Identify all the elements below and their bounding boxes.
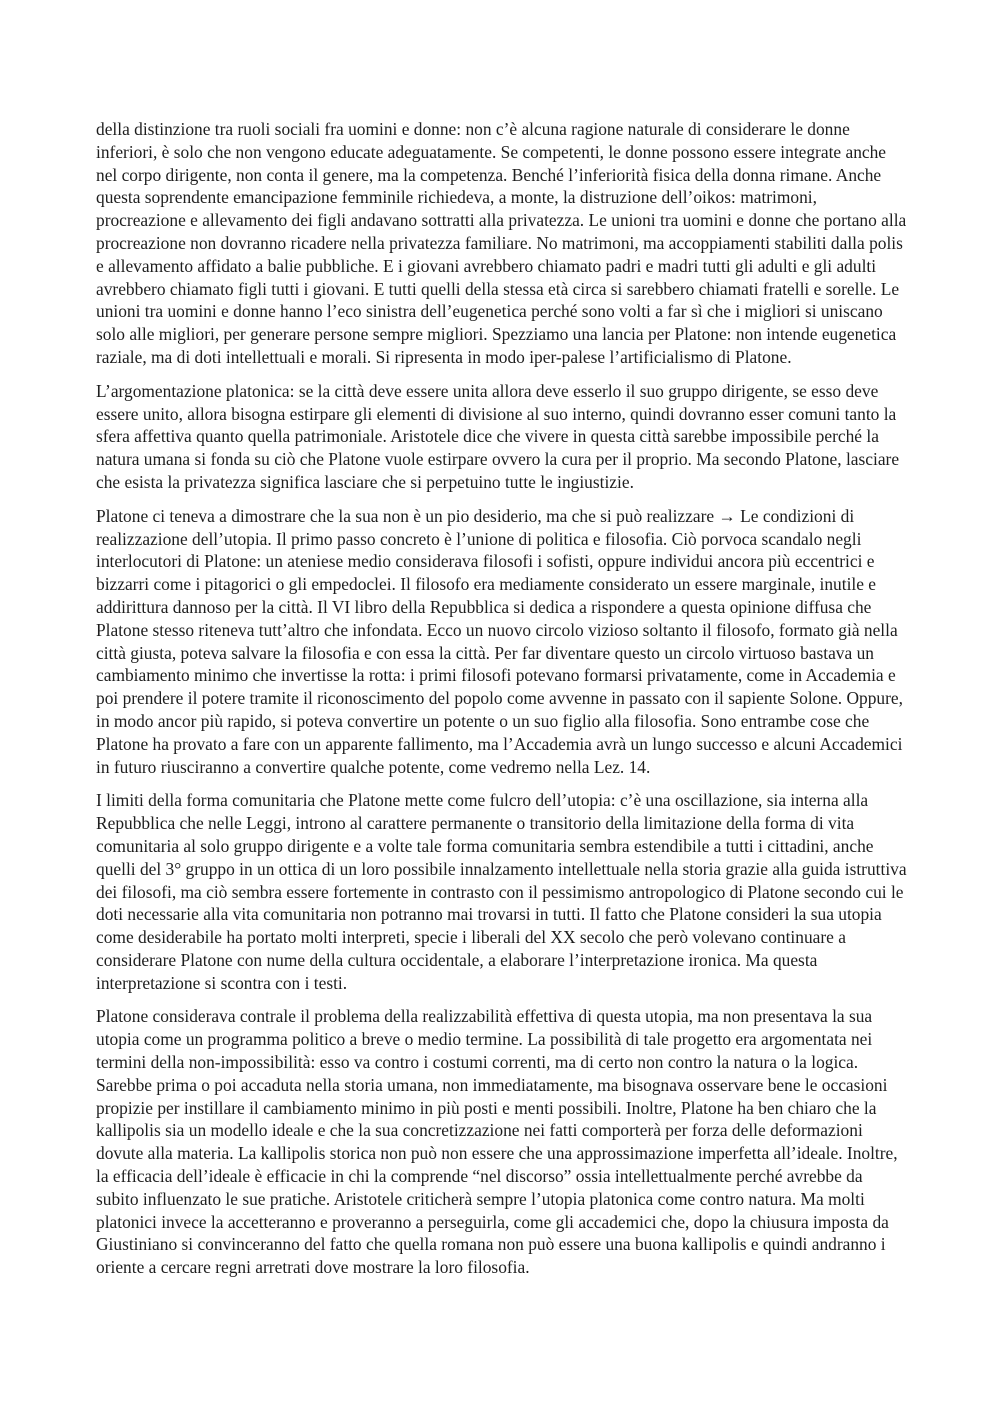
paragraph-utopia-conditions: Platone ci teneva a dimostrare che la sua non è un pio desiderio, ma che si può realizzare → Le condizioni di realizzazione dell’utopia. Il primo passo concreto è l’unione di politica e filosofia. Ciò porvoca scandalo negli interlocutori di Platone: un ateniese medio considerava filosofi i sofisti, oppure individui ancora più eccentrici e bizzarri come i pitagorici o gli empedoclei. Il filosofo era mediamente considerato un essere marginale, inutile e addirittura dannoso per la città. Il VI libro della Repubblica si dedica a rispondere a questa opinione diffusa che Platone stesso riteneva tutt’altro che infondata. Ecco un nuovo circolo vizioso soltanto il filosofo, formato già nella città giusta, poteva salvare la filosofia e con essa la città. Per far diventare questo un circolo virtuoso bastava un cambiamento minimo che invertisse la rotta: i primi filosofi potevano formarsi privatamente, come in Accademia e poi prendere il potere tramite il riconoscimento del popolo come avvenne in passato con il sapiente Solone. Oppure, in modo ancor più rapido, si poteva convertire un potente o un suo figlio alla filosofia. Sono entrambe cose che Platone ha provato a fare con un apparente fallimento, ma l’Accademia avrà un lungo successo e alcuni Accademici in futuro riusciranno a convertire qualche potente, come vedremo nella Lez. 14. <box>96 505 903 777</box>
document-page <box>96 118 908 1290</box>
paragraph-gender-roles: della distinzione tra ruoli sociali fra uomini e donne: non c’è alcuna ragione naturale di considerare le donne inferiori, è solo che non vengono educate adeguatamente. Se competenti, le donne possono essere integrate anche nel corpo dirigente, non conta il genere, ma la competenza. Benché l’inferiorità fisica della donna rimane. Anche questa soprendente emancipazione femminile richiedeva, a monte, la distruzione dell’oikos: matrimoni, procreazione e allevamento dei figli andavano sottratti alla privatezza. Le unioni tra uomini e donne che portano alla procreazione non dovranno ricadere nella privatezza familiare. No matrimoni, ma accoppiamenti stabiliti dalla polis e allevamento affidato a balie pubbliche. E i giovani avrebbero chiamato padri e madri tutti gli adulti e gli adulti avrebbero chiamato figli tutti i giovani. E tutti quelli della stessa età circa si sarebbero chiamati fratelli e sorelle. Le unioni tra uomini e donne hanno l’eco sinistra dell’eugenetica perché sono volti a far sì che i migliori si uniscano solo alle migliori, per generare persone sempre migliori. Spezziamo una lancia per Platone: non intende eugenetica raziale, ma di doti intellettuali e morali. Si ripresenta in modo iper-palese l’artificialismo di Platone. <box>96 119 907 367</box>
paragraph-realizability: Platone considerava contrale il problema della realizzabilità effettiva di questa utopia, ma non presentava la sua utopia come un programma politico a breve o medio termine. La possibilità di tale progetto era argomentata nei termini della non-impossibilità: esso va contro i costumi correnti, ma di certo non contro la natura o la logica. Sarebbe prima o poi accaduta nella storia umana, non immediatamente, ma bisognava osservare bene le occasioni propizie per instillare il cambiamento minimo in più posti e menti possibili. Inoltre, Platone ha ben chiaro che la kallipolis sia un modello ideale e che la sua concretizzazione nei fatti comporterà per forza delle deformazioni dovute alla materia. La kallipolis storica non può non essere che una approssimazione imperfetta all’ideale. Inoltre, la efficacia dell’ideale è efficacie in chi la comprende “nel discorso” ossia intellettualmente perché avrebbe da subito influenzato le sue pratiche. Aristotele criticherà sempre l’utopia platonica come contro natura. Ma molti platonici invece la accetteranno e proveranno a perseguirla, come gli accademici che, dopo la chiusura imposta da Giustiniano si convinceranno del fatto che quella romana non può essere una buona kallipolis e quindi andranno i oriente a cercare regni arretrati dove mostrare la loro filosofia. <box>96 1006 898 1278</box>
paragraph-community-limits: I limiti della forma comunitaria che Platone mette come fulcro dell’utopia: c’è una oscillazione, sia interna alla Repubblica che nelle Leggi, introno al carattere permanente o transitorio della limitazione della forma di vita comunitaria al solo gruppo dirigente e a volte tale forma comunitaria sembra estendibile a tutti i cittadini, anche quelli del 3° gruppo in un ottica di un loro possibile innalzamento intellettuale nella storia grazie alla guida istruttiva dei filosofi, ma ciò sembra essere fortemente in contrasto con il pessimismo antropologico di Platone secondo cui le doti necessarie alla vita comunitaria non potranno mai trovarsi in tutti. Il fatto che Platone consideri la sua utopia come desiderabile ha portato molti interpreti, specie i liberali del XX secolo che però volevano continuare a considerare Platone con nume della cultura occidentale, a elaborare l’interpretazione ironica. Ma questa interpretazione si scontra con i testi. <box>96 790 907 993</box>
paragraph-platonic-argument: L’argomentazione platonica: se la città deve essere unita allora deve esserlo il suo gruppo dirigente, se esso deve essere unito, allora bisogna estirpare gli elementi di divisione al suo interno, quindi dovranno esser comuni tanto la sfera affettiva quanto quella patrimoniale. Aristotele dice che vivere in questa città sarebbe impossibile perché la natura umana si fonda su ciò che Platone vuole estirpare ovvero la cura per il proprio. Ma secondo Platone, lasciare che esista la privatezza significa lasciare che si perpetuino tutte le ingiustizie. <box>96 380 900 492</box>
